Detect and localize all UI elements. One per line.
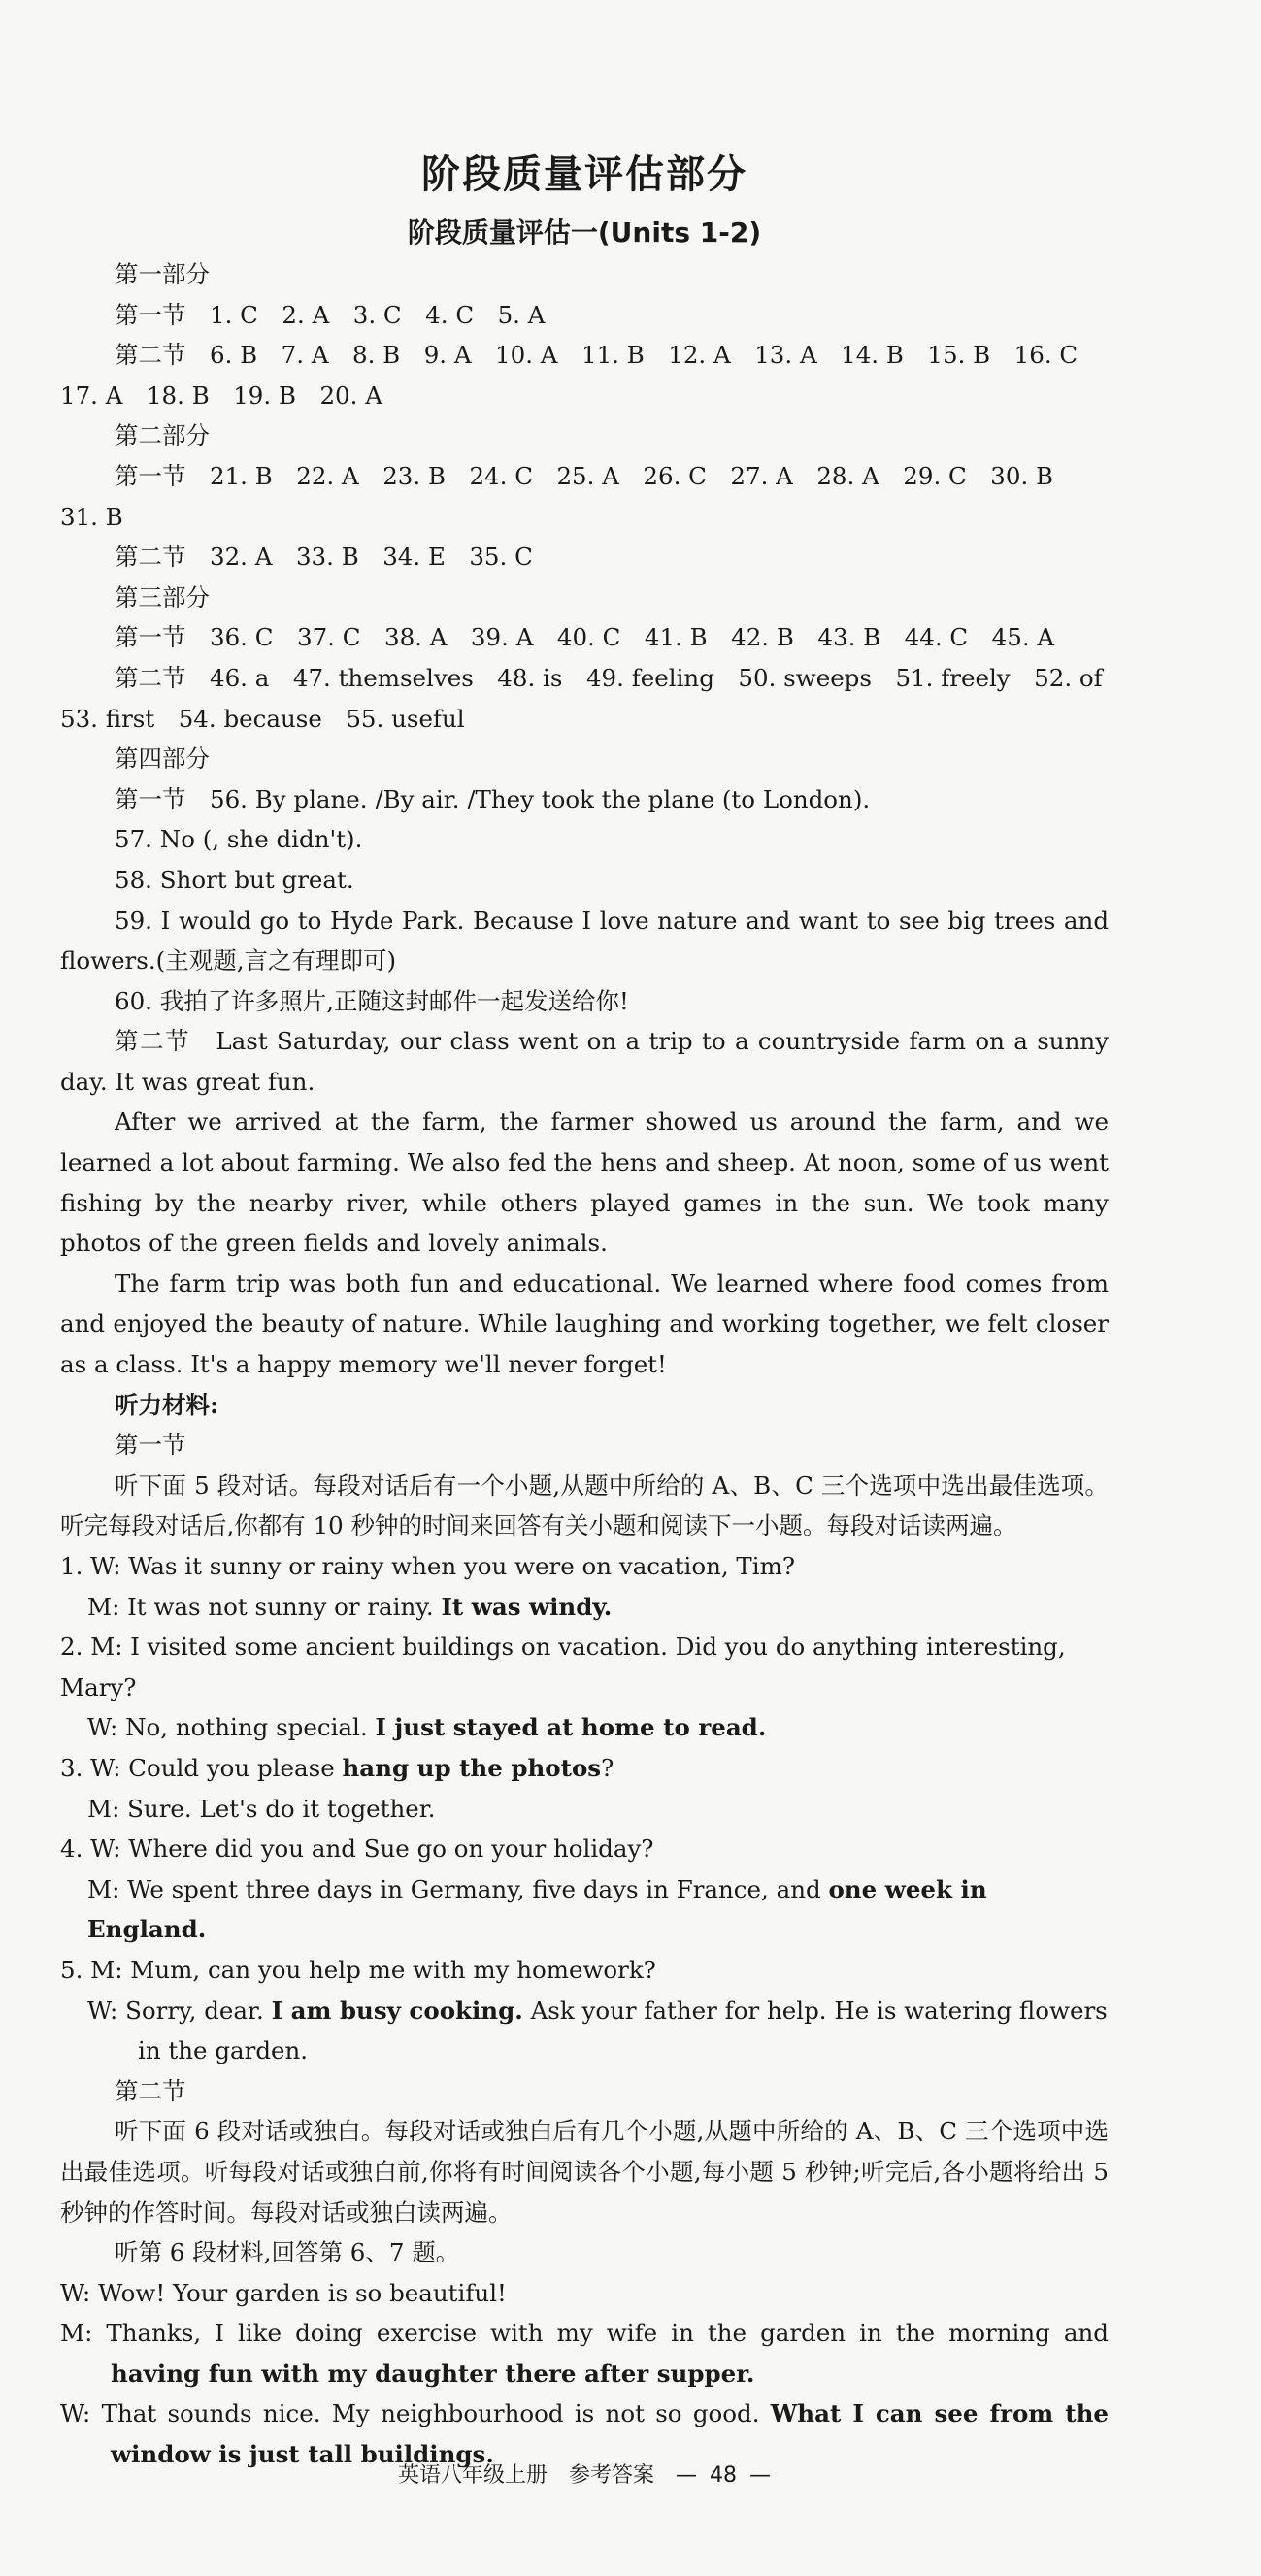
- part-heading: 第一部分: [115, 260, 210, 288]
- dialogue-line: W: No, nothing special. I just stayed at home to read.: [87, 1713, 767, 1742]
- answer-line: 58. Short but great.: [115, 865, 354, 894]
- dialogue-line: M: Thanks, I like doing exercise with my wife in the garden in the morning and having fun with my daughter there after supper.: [60, 2319, 1109, 2388]
- answer-line: 59. I would go to Hyde Park. Because I love nature and want to see big trees and flowers.(主观题,言之有理即可): [60, 906, 1109, 975]
- dialogue-line: M: It was not sunny or rainy. It was windy.: [87, 1592, 613, 1621]
- listening-instructions: 听下面 6 段对话或独白。每段对话或独白后有几个小题,从题中所给的 A、B、C 三个选项中选出最佳选项。听每段对话或独白前,你将有时间阅读各个小题,每小题 5 秒钟;听完后,各小题将给出 5 秒钟的作答时间。每段对话或独白读两遍。: [60, 2117, 1109, 2227]
- answer-line: 第一节 36. C 37. C 38. A 39. A 40. C 41. B 42. B 43. B 44. C 45. A: [115, 623, 1055, 652]
- essay-paragraph: After we arrived at the farm, the farmer showed us around the farm, and we learned a lot about farming. We also fed the hens and sheep. At noon, some of us went fishing by the nearby river, while others played games in the sun. We took many photos of the green fields and lovely animals.: [60, 1107, 1109, 1258]
- answer-line: 第一节 21. B 22. A 23. B 24. C 25. A 26. C 27. A 28. A 29. C 30. B: [115, 461, 1054, 490]
- answer-line: 第二节 6. B 7. A 8. B 9. A 10. A 11. B 12. A 13. A 14. B 15. B 16. C: [115, 341, 1078, 370]
- part-heading: 第四部分: [115, 744, 210, 774]
- answer-line: 17. A 18. B 19. B 20. A: [60, 380, 382, 410]
- part-heading: 第二部分: [115, 421, 210, 450]
- section-heading: 第一节: [115, 1431, 186, 1460]
- part-heading: 第三部分: [115, 582, 210, 611]
- answer-line: 第二节 46. a 47. themselves 48. is 49. feeling 50. sweeps 51. freely 52. of: [115, 663, 1103, 692]
- answer-line: 第二节 32. A 33. B 34. E 35. C: [115, 543, 533, 572]
- material-note: 听第 6 段材料,回答第 6、7 题。: [115, 2238, 460, 2267]
- answer-line: 31. B: [60, 502, 123, 531]
- dialogue-line: W: Wow! Your garden is so beautiful!: [60, 2278, 507, 2307]
- dialogue-line: 3. W: Could you please hang up the photos?: [60, 1753, 614, 1782]
- essay-paragraph: The farm trip was both fun and educational. We learned where food comes from and enjoyed the beauty of nature. While laughing and working together, we felt closer as a class. It's a happy memory we'll never forget!: [60, 1269, 1109, 1379]
- page-footer: 英语八年级上册 参考答案 — 48 —: [398, 2463, 771, 2488]
- section-subtitle: 阶段质量评估一(Units 1-2): [407, 216, 762, 248]
- answer-line: 60. 我拍了许多照片,正随这封邮件一起发送给你!: [115, 986, 629, 1015]
- answer-line: 第一节 56. By plane. /By air. /They took the plane (to London).: [115, 784, 871, 813]
- dialogue-line: 2. M: I visited some ancient buildings on vacation. Did you do anything interesting, Mary?: [60, 1633, 1066, 1701]
- page-title: 阶段质量评估部分: [421, 152, 747, 197]
- listening-instructions: 听下面 5 段对话。每段对话后有一个小题,从题中所给的 A、B、C 三个选项中选出最佳选项。听完每段对话后,你都有 10 秒钟的时间来回答有关小题和阅读下一小题。每段对话读两遍。: [60, 1470, 1109, 1540]
- listening-heading: 听力材料:: [115, 1390, 219, 1419]
- dialogue-line: 4. W: Where did you and Sue go on your holiday?: [60, 1834, 654, 1864]
- dialogue-line: M: Sure. Let's do it together.: [87, 1794, 436, 1823]
- dialogue-line: W: Sorry, dear. I am busy cooking. Ask your father for help. He is watering flowers in the garden.: [87, 1996, 1108, 2065]
- essay-paragraph: 第二节 Last Saturday, our class went on a trip to a countryside farm on a sunny day. It was great fun.: [60, 1027, 1109, 1096]
- answer-body: [60, 254, 1109, 2475]
- answer-line: 53. first 54. because 55. useful: [60, 704, 465, 733]
- dialogue-line: 1. W: Was it sunny or rainy when you were on vacation, Tim?: [60, 1552, 795, 1580]
- dialogue-line: M: We spent three days in Germany, five days in France, and one week in England.: [87, 1874, 987, 1944]
- dialogue-line: 5. M: Mum, can you help me with my homework?: [60, 1955, 656, 1984]
- answer-line: 57. No (, she didn't).: [115, 825, 363, 854]
- answer-line: 第一节 1. C 2. A 3. C 4. C 5. A: [115, 300, 546, 329]
- dialogue-line: W: That sounds nice. My neighbourhood is not so good. What I can see from the window is just tall buildings.: [60, 2399, 1109, 2469]
- section-heading: 第二节: [115, 2076, 186, 2105]
